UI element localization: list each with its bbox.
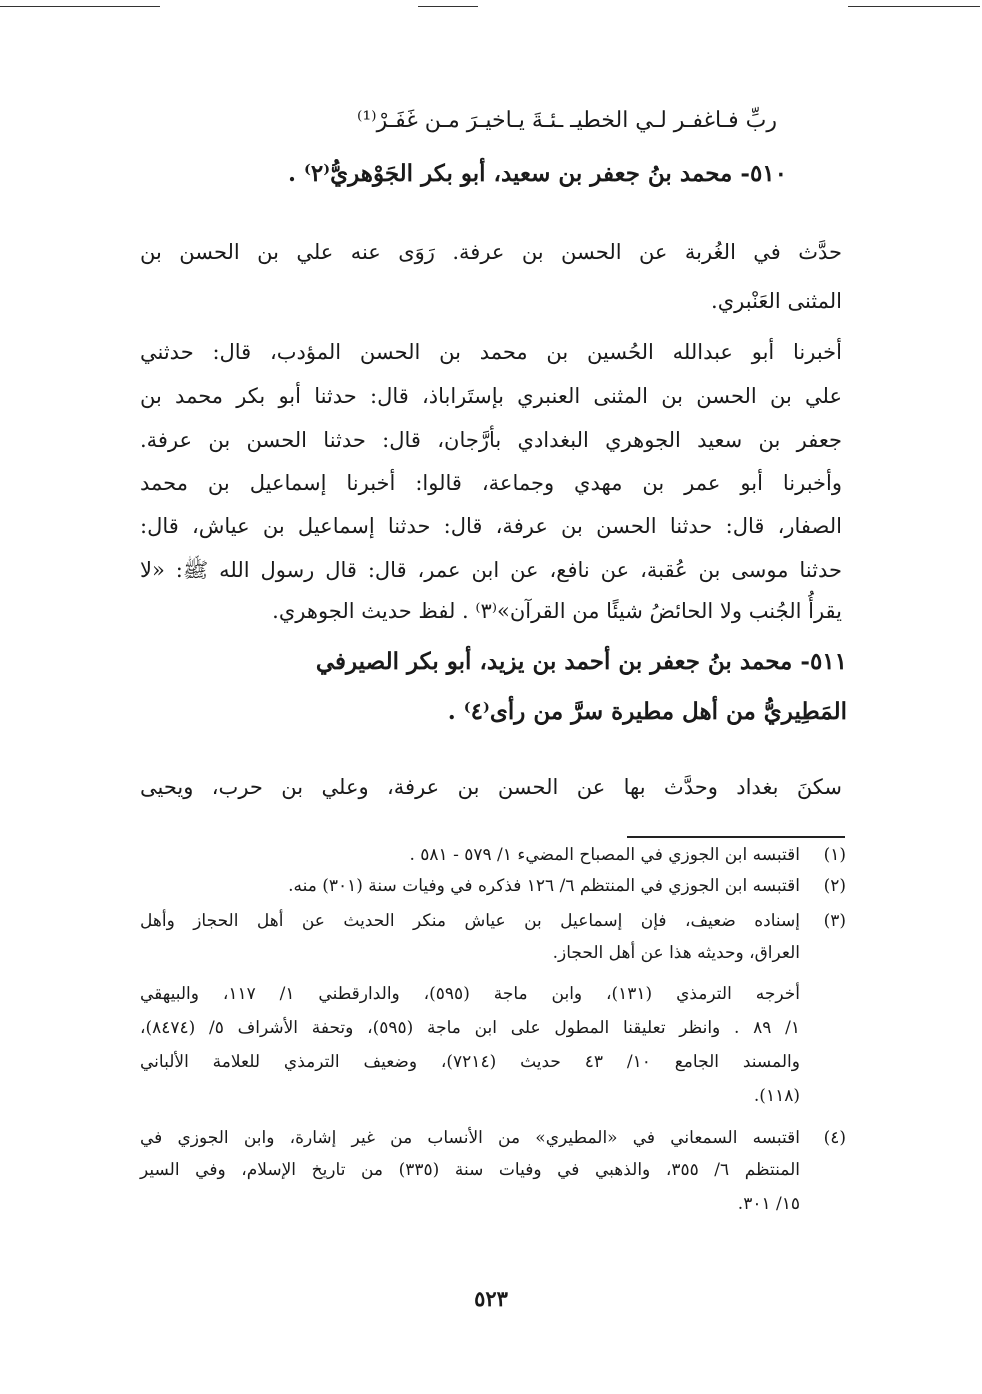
para2-line-1: أخبرنا أبو عبدالله الحُسين بن محمد بن الحسن المؤدب، قال: حدثني bbox=[140, 340, 842, 364]
footnote-2-text: اقتبسه ابن الجوزي في المنتظم ٦/ ١٢٦ فذكره في وفيات سنة (٣٠١) منه. bbox=[288, 876, 800, 896]
para2-line-7: يقرأُ الجُنب ولا الحائضُ شيئًا من القرآن»⁽٣⁾ . لفظ حديث الجوهري. bbox=[272, 599, 842, 623]
footnote-3-line-3: أخرجه الترمذي (١٣١)، وابن ماجة (٥٩٥)، والدارقطني ١/ ١١٧، والبيهقي bbox=[140, 984, 800, 1004]
footnote-2-number: (٢) bbox=[823, 876, 846, 896]
footnote-3-number: (٣) bbox=[823, 911, 846, 931]
footnote-4-line-1: اقتبسه السمعاني في «المطيري» من الأنساب من غير إشارة، وابن الجوزي في bbox=[140, 1128, 800, 1148]
para2-line-5: الصفار، قال: حدثنا الحسن بن عرفة، قال: حدثنا إسماعيل بن عياش، قال: bbox=[140, 514, 842, 538]
para1-line-2: المثنى العَنْبري. bbox=[711, 289, 842, 313]
para1-line-1: حدَّث في الغُربة عن الحسن بن عرفة. رَوَى عنه علي بن الحسن بن bbox=[140, 240, 842, 264]
footnote-3-line-5: والمسند الجامع ١٠/ ٤٣ حديث (٧٢١٤)، وضعيف الترمذي للعلامة الألباني bbox=[140, 1052, 800, 1072]
footnote-4-line-2: المنتظم ٦/ ٣٥٥، والذهبي في وفيات سنة (٣٣٥) من تاريخ الإسلام، وفي السير bbox=[140, 1160, 800, 1180]
entry-510-heading: ٥١٠- محمد بنُ جعفر بن سعيد، أبو بكر الجَوْهريُّ⁽٢⁾ . bbox=[288, 160, 787, 187]
footnote-4-number: (٤) bbox=[823, 1128, 846, 1148]
footnote-4-line-3: ١٥/ ٣٠١. bbox=[737, 1194, 800, 1214]
poetry-verse: ربِّ فـاغفـر لـي الخطيـ ـئـةَ يـاخيـرَ مـن غَفَـرْ⁽¹⁾ bbox=[356, 108, 777, 133]
footnote-3-line-1: إسناده ضعيف، فإن إسماعيل بن عياش منكر الحديث عن أهل الحجاز وأهل bbox=[140, 911, 800, 931]
footnote-separator bbox=[627, 836, 845, 838]
para2-line-3: جعفر بن سعيد الجوهري البغدادي بأرَّجان، قال: حدثنا الحسن بن عرفة. bbox=[140, 428, 842, 452]
footnote-1-text: اقتبسه ابن الجوزي في المصباح المضيء ١/ ٥٧٩ - ٥٨١ . bbox=[409, 845, 800, 865]
para2-line-2: علي بن الحسن بن المثنى العنبري بإستَراباذ، قال: حدثنا أبو بكر محمد بن bbox=[140, 384, 842, 408]
footnote-3-line-2: العراق، وحديثه هذا عن أهل الحجاز. bbox=[552, 943, 800, 963]
entry-511-heading-line-2: المَطِيريُّ من أهل مطيرة سرَّ من رأى⁽٤⁾ . bbox=[447, 698, 847, 725]
footnote-3-line-6: (١١٨). bbox=[753, 1086, 800, 1106]
entry-511-heading-line-1: ٥١١- محمد بنُ جعفر بن أحمد بن يزيد، أبو بكر الصيرفي bbox=[315, 648, 847, 675]
page-number: ٥٢٣ bbox=[474, 1286, 508, 1311]
scan-edge-line-middle bbox=[418, 6, 478, 7]
para3-line-1: سكنَ بغداد وحدَّث بها عن الحسن بن عرفة، وعلي بن حرب، ويحيى bbox=[140, 775, 842, 799]
scan-edge-line-left bbox=[0, 6, 160, 7]
para2-line-6: حدثنا موسى بن عُقبة، عن نافع، عن ابن عمر، قال: قال رسول الله ﷺ: «لا bbox=[140, 558, 842, 582]
para2-line-4: وأخبرنا أبو عمر بن مهدي وجماعة، قالوا: أخبرنا إسماعيل بن محمد bbox=[140, 471, 842, 495]
footnote-3-line-4: ١/ ٨٩ . وانظر تعليقنا المطول على ابن ماجة (٥٩٥)، وتحفة الأشراف ٥/ (٨٤٧٤)، bbox=[140, 1018, 800, 1038]
scan-edge-line-right bbox=[848, 6, 980, 7]
footnote-1-number: (١) bbox=[823, 845, 846, 865]
